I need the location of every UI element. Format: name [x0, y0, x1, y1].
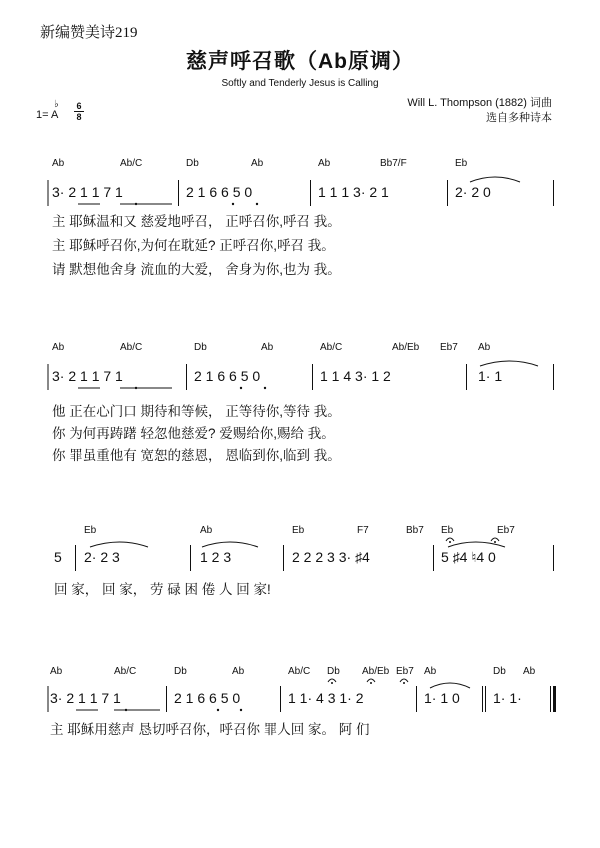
chord-label: Db	[493, 666, 506, 677]
chord-label: Ab	[478, 342, 491, 353]
chord-label: Ab	[232, 666, 245, 677]
fermata-icon	[328, 679, 336, 682]
song-subtitle: Softly and Tenderly Jesus is Calling	[221, 78, 379, 89]
fermata-icon	[491, 538, 499, 541]
measure: 1 1 1 3· 2 1	[318, 184, 389, 200]
measure: 1· 1·	[493, 690, 522, 706]
measure: 2 2 2 3 3· ♯4	[292, 549, 370, 565]
octave-dot	[217, 709, 219, 711]
chord-label: Bb7	[406, 525, 424, 536]
octave-dot	[264, 387, 266, 389]
slur	[448, 542, 505, 547]
measure: 3· 2 1 1 7 1	[52, 184, 123, 200]
fermata-icon	[446, 538, 454, 541]
lyric-line: 主 耶稣呼召你,为何在耽延? 正呼召你,呼召 我。	[52, 238, 335, 253]
chord-label: Ab	[424, 666, 437, 677]
measure: 2· 2 0	[455, 184, 491, 200]
lyric-line: 主 耶稣用慈声 恳切呼召你，呼召你 罪人回 家。 阿 们	[50, 722, 370, 737]
slur	[470, 177, 520, 182]
fermata-dot	[449, 541, 451, 543]
chord-label: Eb	[441, 525, 454, 536]
chord-label: Eb	[84, 525, 97, 536]
chord-label: Ab/C	[120, 342, 143, 353]
fermata-dot	[331, 682, 333, 684]
slur	[202, 542, 258, 547]
lyric-line: 你 罪虽重他有 宽恕的慈恩， 恩临到你,临到 我。	[52, 448, 341, 463]
measure: 1 1 4 3· 1 2	[320, 368, 391, 384]
chord-label: Db	[327, 666, 340, 677]
meter-bottom: 8	[76, 112, 82, 122]
octave-dot	[240, 709, 242, 711]
lyric-line: 主 耶稣温和又 慈爱地呼召， 正呼召你,呼召 我。	[52, 214, 341, 229]
chord-label: Eb7	[440, 342, 458, 353]
measure: 3· 2 1 1 7 1	[50, 690, 121, 706]
measure: 1 2 3	[200, 549, 232, 565]
chord-label: Ab/C	[288, 666, 311, 677]
chord-label: Eb7	[497, 525, 515, 536]
composer-credit: Will L. Thompson (1882) 词曲	[407, 97, 552, 109]
measure: 2· 2 3	[84, 549, 120, 565]
chord-label: Ab	[318, 158, 331, 169]
slur	[430, 683, 470, 688]
chord-label: Ab	[251, 158, 264, 169]
chord-label: Db	[186, 158, 199, 169]
chord-label: Ab/C	[114, 666, 137, 677]
chord-label: Db	[174, 666, 187, 677]
song-title: 慈声呼召歌（Ab原调）	[186, 50, 414, 73]
measure: 1· 1 0	[424, 690, 460, 706]
source-credit: 选自多种诗本	[486, 112, 552, 124]
lyric-line: 请 默想他舍身 流血的大爱， 舍身为你,也为 我。	[52, 262, 341, 277]
lyric-line: 你 为何再踌躇 轻忽他慈爱? 爱赐给你,赐给 我。	[52, 426, 335, 441]
octave-dot	[240, 387, 242, 389]
measure: 5 ♯4 ♮4 0	[441, 549, 496, 565]
lyric-line: 回 家， 回 家， 劳 碌 困 倦 人 回 家!	[54, 582, 271, 597]
chord-label: Eb	[292, 525, 305, 536]
octave-dot	[256, 203, 258, 205]
key-signature: 1= A	[36, 109, 59, 121]
chord-label: Eb	[455, 158, 468, 169]
chord-label: Ab/Eb	[362, 666, 390, 677]
chord-label: F7	[357, 525, 369, 536]
measure: 1 1· 4 3 1· 2	[288, 690, 364, 706]
chord-label: Db	[194, 342, 207, 353]
chord-label: Ab/Eb	[392, 342, 420, 353]
chord-label: Ab/C	[120, 158, 143, 169]
chord-label: Ab	[52, 342, 65, 353]
chord-label: Ab	[50, 666, 63, 677]
chord-label: Ab	[200, 525, 213, 536]
fermata-dot	[403, 682, 405, 684]
measure: 2 1 6 6 5 0	[186, 184, 253, 200]
key-flat-icon: ♭	[54, 99, 59, 110]
fermata-icon	[367, 679, 375, 682]
measure: 5	[54, 549, 62, 565]
measure: 2 1 6 6 5 0	[194, 368, 261, 384]
chord-label: Ab	[523, 666, 536, 677]
octave-dot	[232, 203, 234, 205]
fermata-icon	[400, 679, 408, 682]
chord-label: Ab	[52, 158, 65, 169]
chord-label: Bb7/F	[380, 158, 407, 169]
lyric-line: 他 正在心门口 期待和等候， 正等待你,等待 我。	[52, 404, 341, 419]
fermata-dot	[370, 682, 372, 684]
slur	[480, 361, 538, 366]
measure: 2 1 6 6 5 0	[174, 690, 241, 706]
slur	[90, 542, 148, 547]
chord-label: Ab	[261, 342, 274, 353]
chord-label: Ab/C	[320, 342, 343, 353]
collection-label: 新编赞美诗219	[40, 25, 138, 41]
meter-top: 6	[76, 101, 82, 111]
measure: 1· 1	[478, 368, 503, 384]
chord-label: Eb7	[396, 666, 414, 677]
fermata-dot	[494, 541, 496, 543]
measure: 3· 2 1 1 7 1	[52, 368, 123, 384]
